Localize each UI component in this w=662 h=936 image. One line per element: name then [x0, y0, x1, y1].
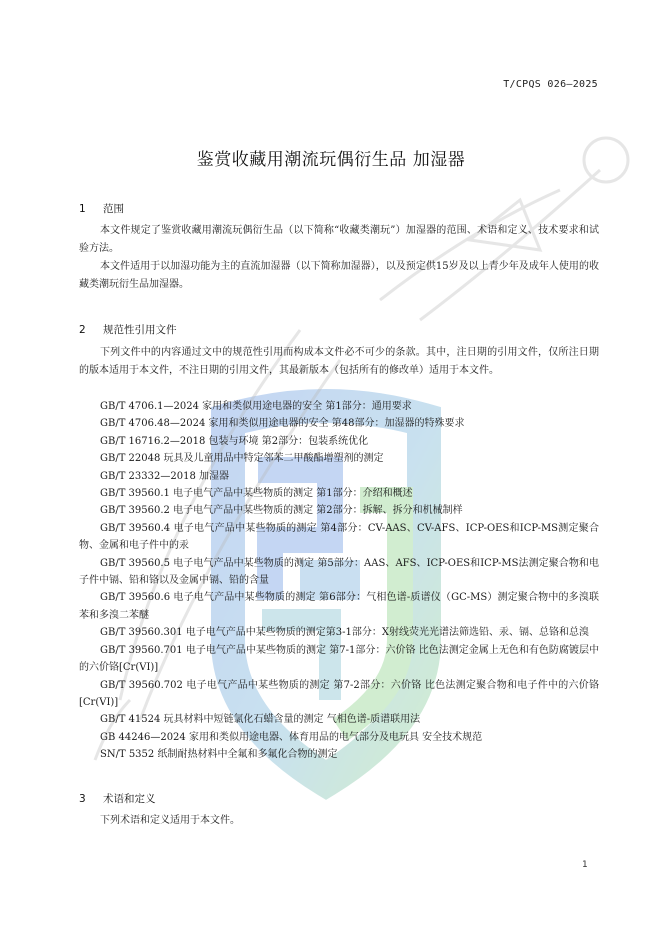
section-number: 2 — [79, 324, 86, 336]
terms-intro: 下列术语和定义适用于本文件。 — [100, 815, 240, 826]
reference-item: GB/T 4706.48—2024 家用和类似用途电器的安全 第48部分：加湿器的特殊要求 — [100, 418, 465, 430]
reference-item: GB/T 22048 玩具及儿童用品中特定邻苯二甲酸酯增塑剂的测定 — [100, 453, 384, 465]
reference-item: GB/T 39560.6 电子电气产品中某些物质的测定 第6部分：气相色谱-质谱仪（GC-MS）测定聚合物中的多溴联苯和多溴二苯醚 — [79, 592, 599, 621]
section-title: 范围 — [103, 203, 124, 215]
reference-item: GB/T 39560.5 电子电气产品中某些物质的测定 第5部分：AAS、AFS、ICP-OES和ICP-MS法测定聚合物和电子件中镉、铅和铬以及金属中镉、铅的含量 — [79, 557, 599, 587]
reference-item: GB/T 16716.2—2018 包装与环境 第2部分：包装系统优化 — [100, 435, 369, 447]
reference-item: GB/T 23332—2018 加湿器 — [100, 470, 229, 482]
reference-item: GB/T 41524 玩具材料中短链氯化石蜡含量的测定 气相色谱-质谱联用法 — [100, 714, 421, 726]
section-3-heading — [79, 791, 156, 806]
reference-list — [79, 398, 599, 764]
page-number: 1 — [582, 860, 588, 870]
reference-item: GB/T 39560.4 电子电气产品中某些物质的测定 第4部分：CV-AAS、CV-AFS、ICP-OES和ICP-MS测定聚合物、金属和电子件中的汞 — [79, 522, 599, 552]
section-title: 规范性引用文件 — [103, 324, 177, 336]
reference-item: GB/T 39560.301 电子电气产品中某些物质的测定第3-1部分：X射线荧光光谱法筛选铅、汞、镉、总铬和总溴 — [100, 627, 590, 639]
reference-item: GB/T 4706.1—2024 家用和类似用途电器的安全 第1部分：通用要求 — [100, 401, 412, 412]
section-1-heading — [79, 201, 124, 216]
document-title: 鉴赏收藏用潮流玩偶衍生品 加湿器 — [196, 150, 466, 170]
reference-item: GB/T 39560.702 电子电气产品中某些物质的测定 第7-2部分：六价铬 比色法测定聚合物和电子件中的六价铬[Cr(VI)] — [79, 679, 599, 708]
normative-intro: 下列文件中的内容通过文中的规范性引用而构成本文件必不可少的条款。其中，注日期的引用文件，仅所注日期的版本适用于本文件，不注日期的引用文件，其最新版本（包括所有的修改单）适用于本文件。 — [79, 347, 599, 376]
section-2-heading — [79, 322, 177, 337]
reference-item: SN/T 5352 纸制耐热材料中全氟和多氟化合物的测定 — [100, 749, 338, 761]
section-number: 1 — [79, 203, 86, 215]
scope-paragraph-2: 本文件适用于以加湿功能为主的直流加湿器（以下简称加湿器），以及预定供15岁及以上青少年及成年人使用的收藏类潮玩衍生品加湿器。 — [79, 261, 599, 290]
reference-item: GB/T 39560.701 电子电气产品中某些物质的测定 第7-1部分：六价铬 比色法测定金属上无色和有色防腐镀层中的六价铬[Cr(VI)] — [79, 644, 599, 674]
reference-item: GB/T 39560.1 电子电气产品中某些物质的测定 第1部分：介绍和概述 — [100, 488, 413, 500]
section-number: 3 — [79, 793, 86, 805]
reference-item: GB 44246—2024 家用和类似用途电器、体育用品的电气部分及电玩具 安全技术规范 — [100, 731, 483, 743]
reference-item: GB/T 39560.2 电子电气产品中某些物质的测定 第2部分：拆解、拆分和机械制样 — [100, 505, 463, 517]
document-code: T/CPQS 026—2025 — [503, 79, 598, 90]
section-title: 术语和定义 — [103, 793, 156, 805]
scope-paragraph-1: 本文件规定了鉴赏收藏用潮流玩偶衍生品（以下简称“收藏类潮玩”）加湿器的范围、术语和定义、技术要求和试验方法。 — [79, 225, 599, 254]
